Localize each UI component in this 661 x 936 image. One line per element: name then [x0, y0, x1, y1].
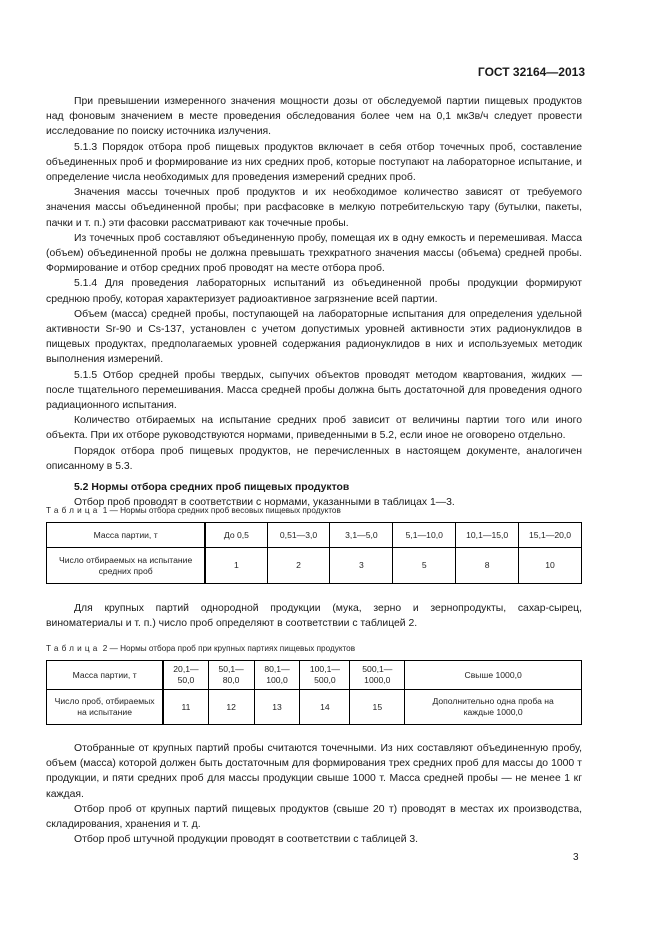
- table-cell: 0,51—3,0: [267, 523, 330, 548]
- body-text-top: [46, 94, 582, 510]
- table-cell: 14: [300, 690, 350, 725]
- table-row: [47, 523, 582, 548]
- table-row: [47, 548, 582, 584]
- table-cell: 5: [393, 548, 456, 584]
- caption-text: 2 — Нормы отбора проб при крупных партиях пищевых продуктов: [100, 644, 356, 653]
- table-row: [47, 661, 582, 690]
- row-header: Число отбираемых на испытание средних проб: [47, 548, 206, 584]
- table-cell: 11: [163, 690, 208, 725]
- paragraph: При превышении измеренного значения мощности дозы от обследуемой партии пищевых продуктов над фоновым значением в месте проведения обследования более чем на 0,1 мкЗв/ч следует провести исследование по поиску источника излучения.: [46, 96, 582, 138]
- table-cell: 15: [350, 690, 405, 725]
- table-cell: 50,1— 80,0: [208, 661, 254, 690]
- table-cell: 8: [456, 548, 519, 584]
- paragraph: Отбор проб штучной продукции проводят в соответствии с таблицей 3.: [74, 834, 419, 846]
- table-cell: 10,1—15,0: [456, 523, 519, 548]
- table-cell: 12: [208, 690, 254, 725]
- table1-caption: [46, 506, 341, 515]
- paragraph: Количество отбираемых на испытание средних проб зависит от величины партии того или иного объекта. При их отборе руководствуются нормами, приведенными в 5.2, если иное не оговорено отдельно.: [46, 415, 582, 442]
- row-header: Число проб, отбираемых на испытание: [47, 690, 164, 725]
- paragraph: Объем (масса) средней пробы, поступающей на лабораторные испытания для определения удельной активности Sr-90 и Cs-137, установлен с учетом допустимых уровней активности этих радионуклидов в пищевых продуктах, предполагаемых уровней содержания радионуклидов в них и используемых методик выполнения измерений.: [46, 308, 582, 366]
- table-cell: 3,1—5,0: [330, 523, 393, 548]
- paragraph: Для крупных партий однородной продукции (мука, зерно и зернопродукты, сахар-сырец, виноматериалы и т. п.) число проб определяют в соответствии с таблицей 2.: [46, 603, 582, 630]
- paragraph: Порядок отбора проб пищевых продуктов, не перечисленных в настоящем документе, аналогичен описанному в 5.3.: [46, 445, 582, 472]
- caption-label: Таблица: [46, 644, 101, 653]
- table-cell: До 0,5: [205, 523, 267, 548]
- page-number: 3: [573, 852, 579, 863]
- paragraph: Отбор проб проводят в соответствии с нормами, указанными в таблицах 1—3.: [74, 497, 455, 509]
- table2: [46, 660, 582, 725]
- paragraph: 5.1.4 Для проведения лабораторных испытаний из объединенной пробы продукции формируют среднюю пробу, которая характеризует радиоактивное загрязнение всей партии.: [46, 278, 582, 305]
- table-cell: 13: [254, 690, 300, 725]
- table-cell: 20,1— 50,0: [163, 661, 208, 690]
- table-cell: Свыше 1000,0: [405, 661, 582, 690]
- row-header: Масса партии, т: [47, 523, 206, 548]
- paragraph: Отобранные от крупных партий пробы считаются точечными. Из них составляют объединенную пробу, объем (масса) которой должен быть достаточным для формирования трех средних проб для массы до 1000 т продукции, и пяти средних проб для массы продукции свыше 1000 т. Масса средней пробы — не менее 1 кг каждая.: [46, 743, 582, 800]
- table-cell: 1: [205, 548, 267, 584]
- table-cell: 10: [519, 548, 582, 584]
- paragraph: Отбор проб от крупных партий пищевых продуктов (свыше 20 т) проводят в местах их производства, складирования, хранения и т. д.: [46, 803, 582, 831]
- table-cell: 5,1—10,0: [393, 523, 456, 548]
- table-cell: 100,1— 500,0: [300, 661, 350, 690]
- table-cell: 3: [330, 548, 393, 584]
- paragraph: 5.1.5 Отбор средней пробы твердых, сыпучих объектов проводят методом квартования, жидких — после тщательного перемешивания. Масса средней пробы должна быть достаточной для проведения одного радиационного испытания.: [46, 369, 582, 412]
- caption-label: Таблица: [46, 506, 101, 515]
- body-text-bottom: [46, 741, 582, 847]
- row-header: Масса партии, т: [47, 661, 164, 690]
- paragraph: Из точечных проб составляют объединенную пробу, помещая их в одну емкость и перемешивая. Масса (объем) объединенной пробы не должна превышать трехкратного значения массы (объема) средней пробы. Формирование и отбор средних проб проводят на месте отбора проб.: [46, 232, 582, 275]
- table-cell: 80,1— 100,0: [254, 661, 300, 690]
- table1: [46, 522, 582, 584]
- body-text-mid: [46, 601, 582, 631]
- section-title: 5.2 Нормы отбора средних проб пищевых продуктов: [74, 482, 350, 494]
- caption-text: 1 — Нормы отбора средних проб весовых пищевых продуктов: [100, 506, 341, 515]
- table-row: [47, 690, 582, 725]
- document-header: ГОСТ 32164—2013: [477, 65, 585, 79]
- table-cell: 15,1—20,0: [519, 523, 582, 548]
- paragraph: Значения массы точечных проб продуктов и их необходимое количество зависят от требуемого значения массы объединенной пробы; при расфасовке в мелкую потребительскую тару (бутылки, пакеты, пачки и т. п.) эти фасовки рассматривают как точечные пробы.: [46, 187, 582, 229]
- table-cell: 500,1— 1000,0: [350, 661, 405, 690]
- table2-caption: [46, 644, 355, 653]
- paragraph: 5.1.3 Порядок отбора проб пищевых продуктов включает в себя отбор точечных проб, составление объединенных проб и формирование из них средних проб, которые поступают на лабораторное испытание, и определение числа необходимых для проведения измерений средних проб.: [46, 141, 582, 184]
- table-cell: 2: [267, 548, 330, 584]
- table-cell: Дополнительно одна проба на каждые 1000,0: [405, 690, 582, 725]
